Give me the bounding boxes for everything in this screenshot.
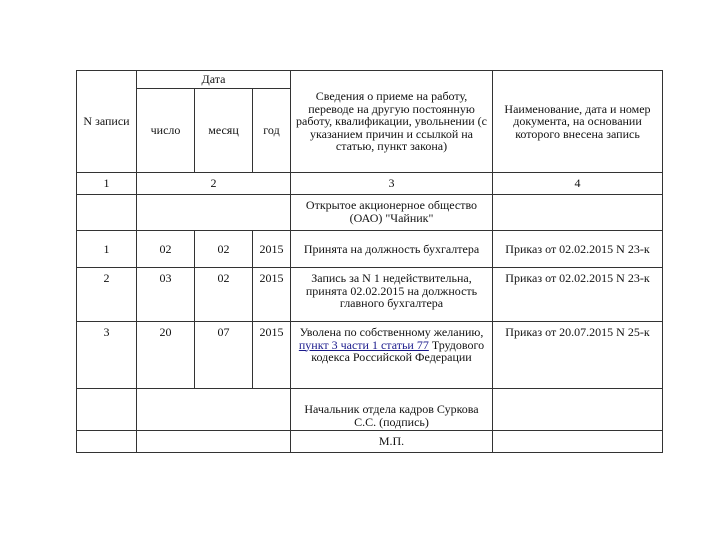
record-info: Принята на должность бухгалтера (291, 231, 493, 268)
work-record-table (76, 70, 663, 453)
table-row (77, 268, 663, 322)
record-number: 2 (77, 268, 137, 322)
law-article-link[interactable]: пункт 3 части 1 статьи 77 (298, 337, 429, 352)
record-info: Запись за N 1 недействительна, принята 02.02.2015 на должность главного бухгалтера (291, 268, 493, 322)
doc-header: Наименование, дата и номер документа, на основании которого внесена запись (493, 71, 663, 173)
day-header: число (137, 89, 195, 173)
record-year: 2015 (253, 322, 291, 389)
column-number-4: 4 (493, 173, 663, 195)
record-document: Приказ от 02.02.2015 N 23-к (493, 231, 663, 268)
record-document: Приказ от 02.02.2015 N 23-к (493, 268, 663, 322)
record-month: 02 (195, 231, 253, 268)
record-day: 03 (137, 268, 195, 322)
record-month: 07 (195, 322, 253, 389)
record-day: 02 (137, 231, 195, 268)
record-month: 02 (195, 268, 253, 322)
column-number-3: 3 (291, 173, 493, 195)
record-document: Приказ от 20.07.2015 N 25-к (493, 322, 663, 389)
info-text-after: Трудового кодекса Российской Федерации (311, 337, 485, 364)
record-year: 2015 (253, 268, 291, 322)
date-header: Дата (137, 71, 291, 89)
record-info (291, 322, 493, 389)
info-text-before: Уволена по собственному желанию, (299, 325, 484, 339)
company-name: Открытое акционерное общество (ОАО) "Чайник" (291, 195, 493, 231)
table-row (77, 322, 663, 389)
record-day: 20 (137, 322, 195, 389)
column-number-2: 2 (137, 173, 291, 195)
year-header: год (253, 89, 291, 173)
record-year: 2015 (253, 231, 291, 268)
record-number: 3 (77, 322, 137, 389)
signature: Начальник отдела кадров Суркова С.С. (подпись) (291, 389, 493, 431)
record-number: 1 (77, 231, 137, 268)
record-no-header: N записи (77, 71, 137, 173)
stamp-mark: М.П. (291, 431, 493, 453)
column-number-1: 1 (77, 173, 137, 195)
month-header: месяц (195, 89, 253, 173)
table-row (77, 231, 663, 268)
info-header: Сведения о приеме на работу, переводе на другую постоянную работу, квалификации, увольнении (с указанием причин и ссылкой на статью, пункт закона) (291, 71, 493, 173)
